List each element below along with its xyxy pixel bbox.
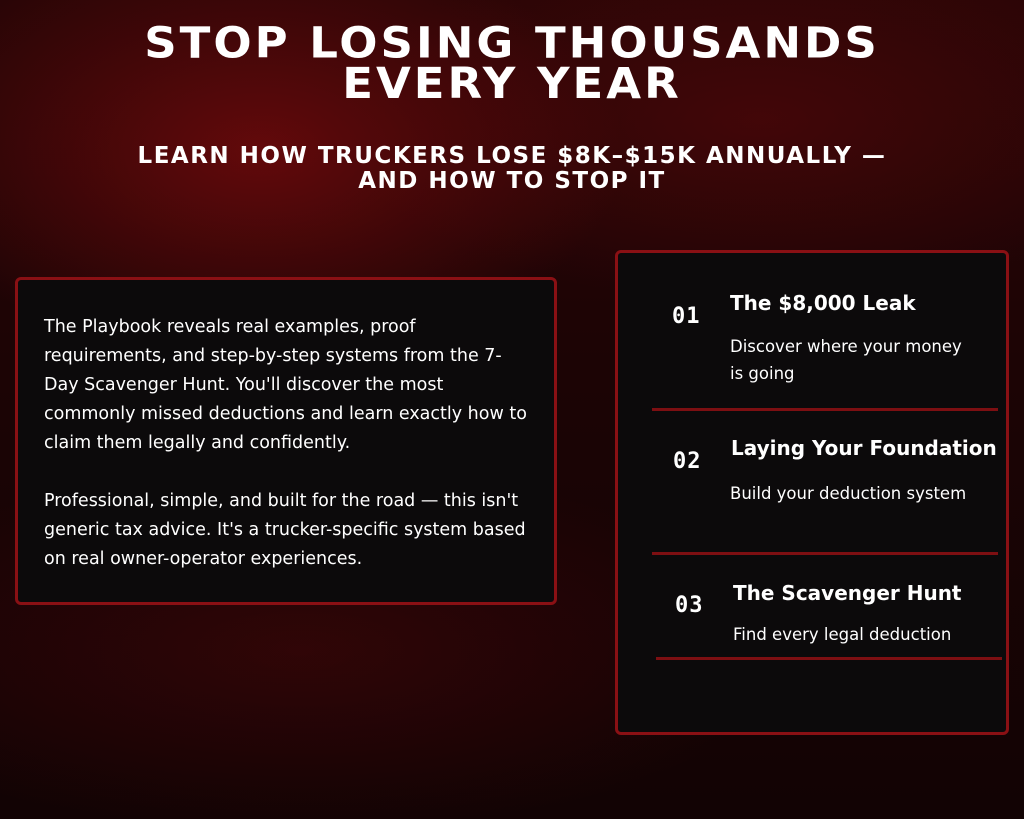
description-card [15, 277, 557, 605]
subhead-line-2: AND HOW TO STOP IT [358, 168, 666, 194]
description-paragraph-1: The Playbook reveals real examples, proof requirements, and step-by-step systems from the 7-Day Scavenger Hunt. You'll discover the most commonly missed deductions and learn exactly how to claim them legally and confidently. [44, 317, 527, 453]
steps-card [615, 250, 1009, 735]
page-subheadline [40, 144, 984, 194]
step-1-number: 01 [672, 304, 701, 329]
description-paragraph-2: Professional, simple, and built for the road — this isn't generic tax advice. It's a trucker-specific system based on real owner-operator experiences. [44, 491, 526, 569]
step-2-number: 02 [673, 449, 702, 474]
subhead-line-1: LEARN HOW TRUCKERS LOSE $8K–$15K ANNUALLY — [137, 143, 887, 169]
headline-line-2: EVERY YEAR [342, 58, 682, 109]
headline-line-1: STOP LOSING THOUSANDS [144, 17, 880, 68]
step-divider-1 [652, 408, 998, 411]
step-3-title: The Scavenger Hunt [733, 581, 962, 605]
step-1-title: The $8,000 Leak [730, 291, 916, 315]
step-3-description: Find every legal deduction [733, 625, 952, 644]
step-2-description: Build your deduction system [730, 484, 967, 503]
step-1-description: Discover where your money is going [730, 337, 962, 383]
step-2-title: Laying Your Foundation [731, 436, 997, 460]
step-divider-3 [656, 657, 1002, 660]
page-headline [0, 17, 1024, 109]
step-divider-2 [652, 552, 998, 555]
step-3-number: 03 [675, 593, 704, 618]
